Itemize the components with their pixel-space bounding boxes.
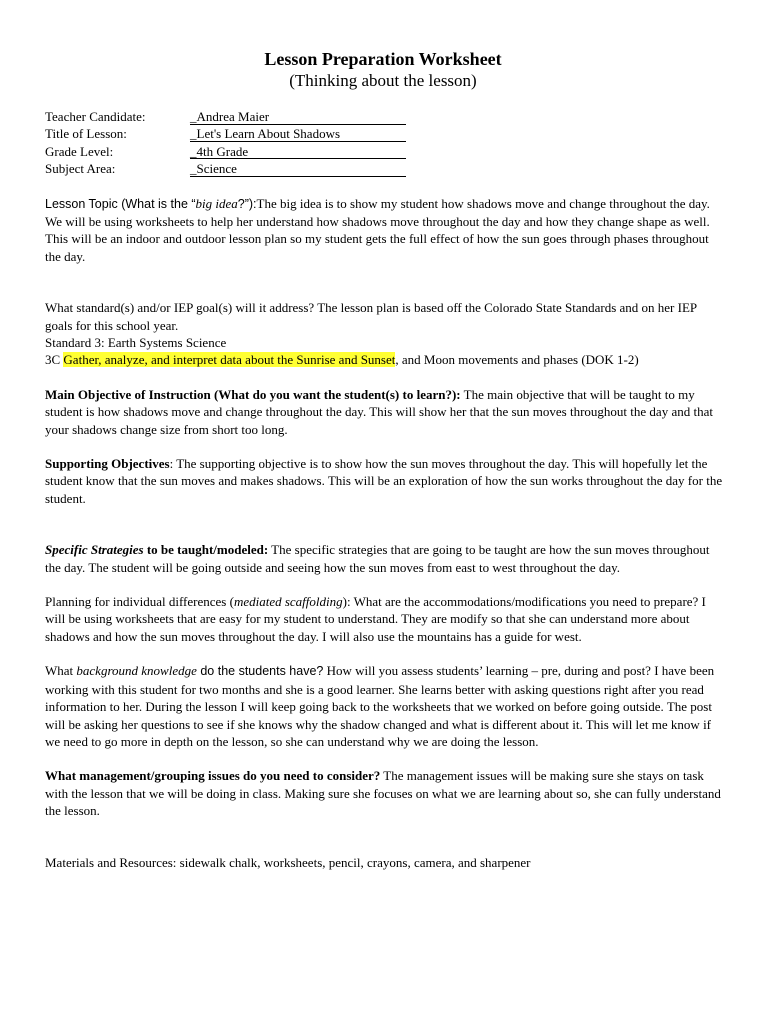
info-label: Subject Area: <box>45 161 116 177</box>
lesson-topic-section <box>45 195 725 266</box>
main-objective-label: Main Objective of Instruction (What do you want the student(s) to learn?): <box>45 386 461 402</box>
info-row-grade <box>45 143 725 160</box>
main-objective-text: The main objective that will be taught to my student is how shadows move and change throughout the day. This will show her that the sun moves throughout the day and that your shadows change size from short too long. <box>45 386 713 437</box>
info-value: _Andrea Maier <box>190 108 406 125</box>
materials-section: Materials and Resources: sidewalk chalk, worksheets, pencil, crayons, camera, and sharpener <box>45 854 531 870</box>
background-section <box>45 662 725 750</box>
strategies-section <box>45 541 725 576</box>
info-value: _Let's Learn About Shadows <box>190 125 406 142</box>
topic-label-pre: Lesson Topic (What is the “ <box>45 196 196 211</box>
standards-line: Standard 3: Earth Systems Science <box>45 335 227 350</box>
strategies-label-italic: Specific Strategies <box>45 542 144 558</box>
page-title: Lesson Preparation Worksheet <box>264 49 502 69</box>
info-block <box>45 108 725 178</box>
background-pre: What <box>45 663 77 679</box>
info-value: _Science <box>190 160 406 177</box>
management-section <box>45 767 725 819</box>
info-label: Title of Lesson: <box>45 126 127 142</box>
strategies-label-rest: to be taught/modeled: <box>143 542 269 558</box>
worksheet-page <box>45 0 725 871</box>
info-label: Grade Level: <box>45 143 114 159</box>
background-italic: background knowledge <box>76 663 197 679</box>
main-objective-section <box>45 386 725 438</box>
standard-code: 3C <box>45 352 64 368</box>
info-value: _4th Grade <box>190 143 406 160</box>
standard-rest: , and Moon movements and phases (DOK 1-2) <box>395 352 639 368</box>
background-sans: do the students have? <box>196 664 324 679</box>
info-row-teacher <box>45 108 725 125</box>
supporting-objectives-section <box>45 455 725 507</box>
strategies-text: The specific strategies that are going to be taught are how the sun moves throughout the day. The student will be going outside and seeing how the sun moves from east to west throughout the day. <box>45 542 710 575</box>
differences-pre: Planning for individual differences ( <box>45 594 234 610</box>
highlighted-standard: Gather, analyze, and interpret data about the Sunrise and Sunset <box>63 352 396 368</box>
info-row-title <box>45 125 725 142</box>
page-subtitle: (Thinking about the lesson) <box>289 71 477 90</box>
info-row-subject <box>45 160 725 177</box>
standards-text: What standard(s) and/or IEP goal(s) will it address? The lesson plan is based off the Colorado State Standards and on her IEP goals for this school year. <box>45 300 697 333</box>
supporting-label: Supporting Objectives <box>45 456 170 472</box>
management-text: The management issues will be making sure she stays on task with the lesson that we will be doing in class. Making sure she focuses on what we are learning about so, she can fully understand the lesson. <box>45 768 721 819</box>
differences-text: ): What are the accommodations/modifications you need to prepare? I will be using worksheets that are easy for my student to understand. They are modify so that she can understand more about shadows and how the sun moves throughout the day. I will also use the mountains has a guide for west. <box>45 594 706 644</box>
topic-label-italic: big idea <box>195 195 238 211</box>
topic-text: The big idea is to show my student how shadows move and change throughout the day. We will be using worksheets to help her understand how shadows move throughout the day and how they change shape as well. This will be an indoor and outdoor lesson plan so my student gets the full effect of how the sun goes through phases throughout the day. <box>45 195 710 264</box>
supporting-text: : The supporting objective is to show how the sun moves throughout the day. This will hopefully let the student know that the sun moves and makes shadows. This will be an exploration of how the sun works throughout the day for the student. <box>45 456 723 506</box>
differences-italic: mediated scaffolding <box>233 594 343 610</box>
info-label: Teacher Candidate: <box>45 109 146 124</box>
management-label: What management/grouping issues do you need to consider? <box>45 768 381 784</box>
background-text: How will you assess students’ learning – pre, during and post? I have been working with this student for two months and she is a good learner. She learns better with asking questions right after you read information to her. During the lesson I will keep going back to the worksheets that we worked on before going outside. The post will be asking her questions to see if she knows why the shadow changed and what is different about it. This will let me know if we need to go more in depth on the lesson, so she can understand why we are doing the lesson. <box>45 663 715 749</box>
standards-section <box>45 299 725 369</box>
topic-label-post: ?”): <box>237 196 257 211</box>
standard-3c <box>45 351 725 368</box>
differences-section <box>45 593 725 645</box>
